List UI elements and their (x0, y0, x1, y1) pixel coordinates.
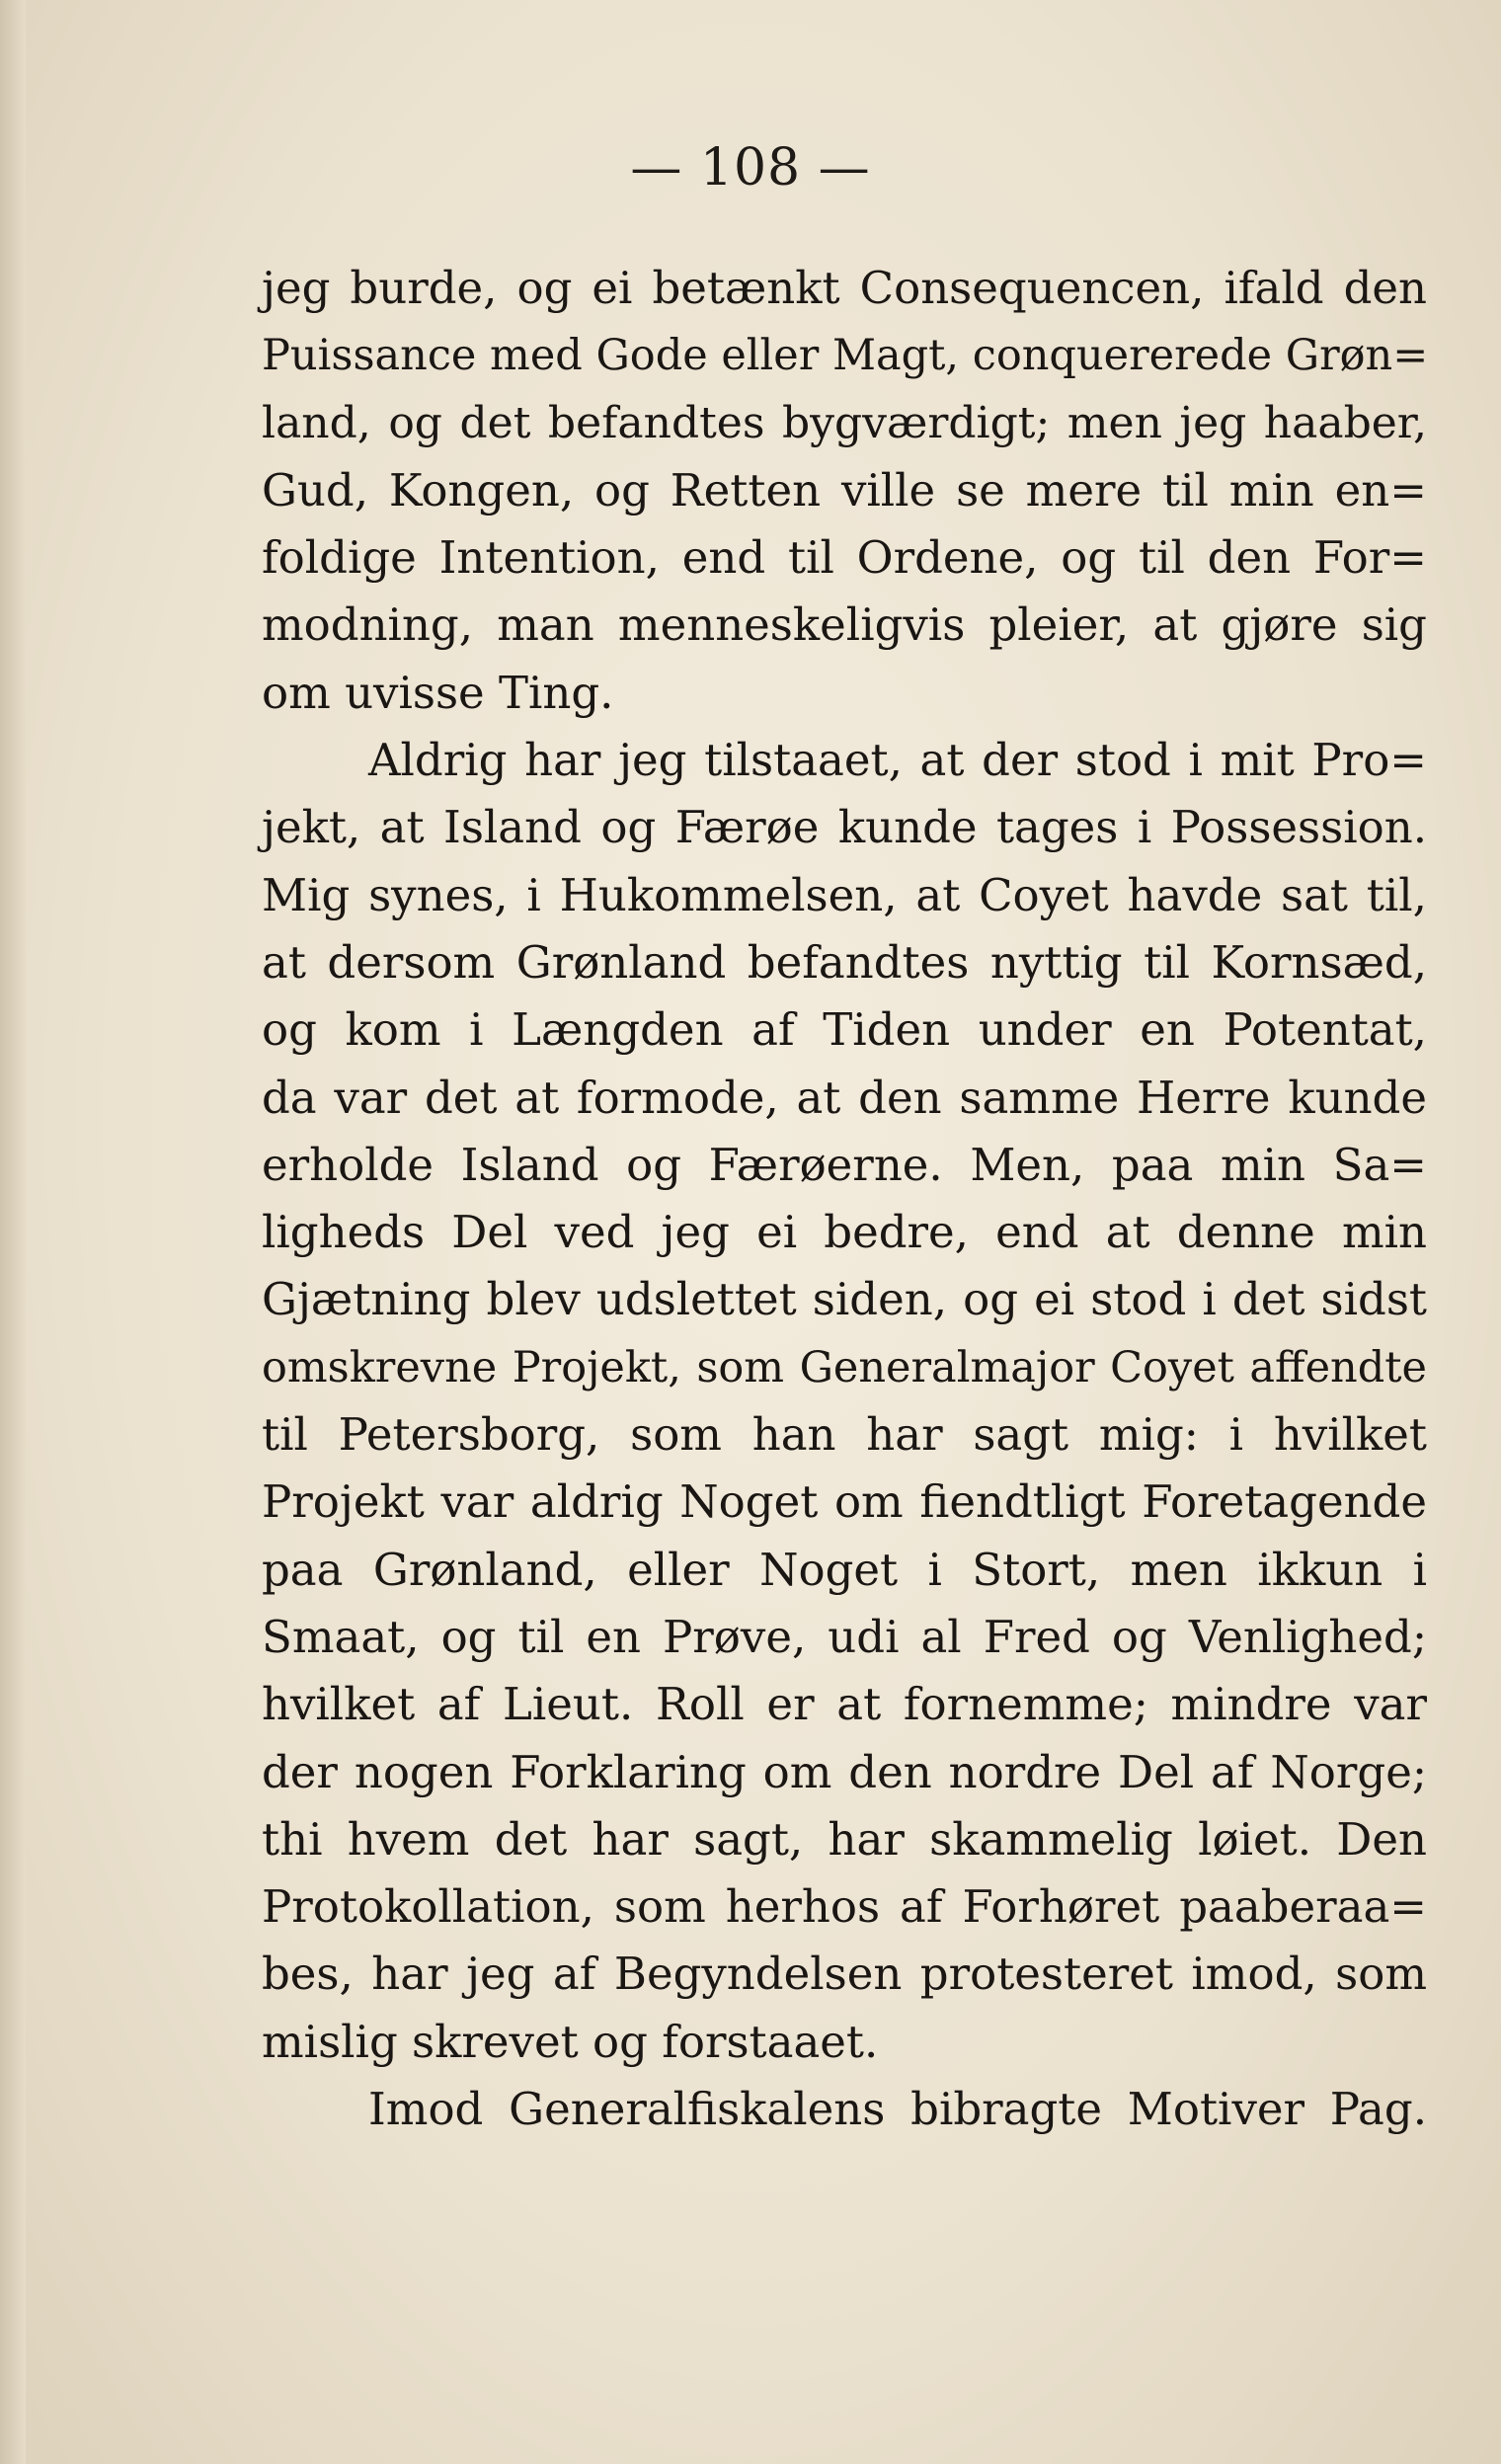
text-line: Mig synes, i Hukommelsen, at Coyet havde sat til, (262, 868, 1427, 921)
body-text (262, 255, 1427, 2143)
text-line: Smaat, og til en Prøve, udi al Fred og Venlighed; (262, 1610, 1427, 1663)
text-line: foldige Intention, end til Ordene, og til den For= (262, 531, 1427, 585)
text-line: thi hvem det har sagt, har skammelig løiet. Den (262, 1812, 1427, 1866)
text-line: og kom i Længden af Tiden under en Potentat, (262, 1003, 1427, 1057)
text-line: Projekt var aldrig Noget om fiendtligt Foretagende (262, 1475, 1427, 1529)
text-line: jeg burde, og ei betænkt Consequencen, ifald den (262, 262, 1427, 314)
text-line: omskrevne Projekt, som Generalmajor Coyet affendte (262, 1342, 1427, 1392)
text-line: paa Grønland, eller Noget i Stort, men ikkun i (262, 1543, 1427, 1596)
text-line: hvilket af Lieut. Roll er at fornemme; mindre var (262, 1678, 1427, 1731)
text-line: erholde Island og Færøerne. Men, paa min Sa= (262, 1138, 1427, 1191)
text-line: Gjætning blev udslettet siden, og ei stod i det sidst (262, 1273, 1427, 1326)
text-line: Gud, Kongen, og Retten ville se mere til min en= (262, 463, 1427, 517)
text-line: da var det at formode, at den samme Herre kunde (262, 1071, 1427, 1124)
text-line: at dersom Grønland befandtes nyttig til Kornsæd, (262, 935, 1427, 989)
text-line: ligheds Del ved jeg ei bedre, end at denne min (262, 1206, 1427, 1259)
paragraph-start-line: Aldrig har jeg tilstaaet, at der stod i mit Pro= (368, 734, 1427, 787)
text-line: jekt, at Island og Færøe kunde tages i Possession. (262, 801, 1427, 854)
text-line: bes, har jeg af Begyndelsen protesteret imod, som (262, 1947, 1427, 2001)
text-line: modning, man menneskeligvis pleier, at gjøre sig (262, 598, 1427, 652)
text-line: Puissance med Gode eller Magt, conquererede Grøn= (262, 331, 1429, 381)
text-line: om uvisse Ting. (262, 666, 614, 719)
text-line: land, og det befandtes bygværdigt; men jeg haaber, (262, 397, 1427, 448)
text-line: der nogen Forklaring om den nordre Del af Norge; (262, 1745, 1427, 1798)
paragraph-start-line: Imod Generalfiskalens bibragte Motiver Pag. (368, 2083, 1427, 2136)
text-line: mislig skrevet og forstaaet. (262, 2015, 879, 2068)
page-number: — 108 — (630, 138, 871, 198)
page-edge (0, 0, 26, 2464)
text-line: Protokollation, som herhos af Forhøret paaberaa= (262, 1880, 1427, 1934)
text-line: til Petersborg, som han har sagt mig: i hvilket (262, 1408, 1427, 1462)
